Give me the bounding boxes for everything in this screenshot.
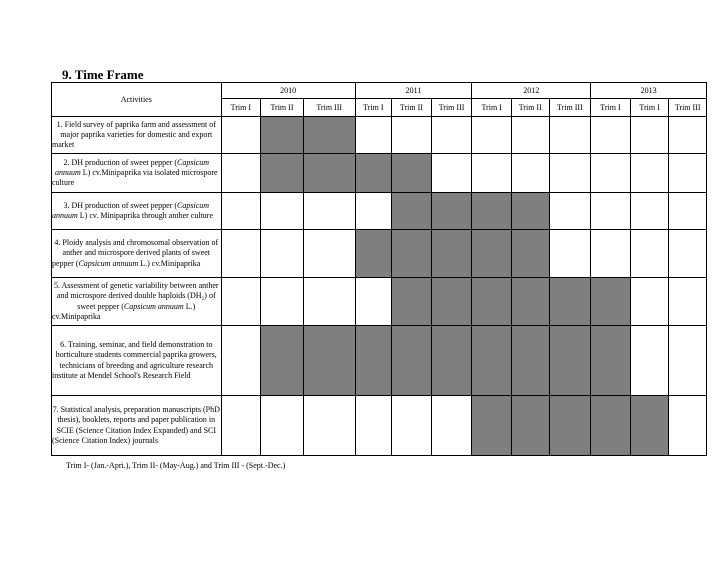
- schedule-cell-filled: [630, 396, 669, 456]
- schedule-cell-empty: [355, 193, 392, 230]
- schedule-cell-filled: [392, 193, 432, 230]
- schedule-cell-empty: [591, 154, 631, 193]
- schedule-cell-filled: [431, 230, 472, 278]
- year-header: 2011: [355, 83, 472, 99]
- schedule-cell-filled: [303, 117, 355, 154]
- schedule-cell-filled: [261, 154, 304, 193]
- schedule-cell-empty: [630, 230, 669, 278]
- schedule-cell-empty: [669, 278, 707, 326]
- schedule-cell-empty: [221, 117, 261, 154]
- activities-header: Activities: [52, 83, 222, 117]
- schedule-cell-empty: [669, 117, 707, 154]
- schedule-cell-empty: [221, 396, 261, 456]
- activity-text: 3. DH production of sweet pepper (: [63, 200, 178, 210]
- activity-row: [52, 278, 707, 326]
- schedule-cell-filled: [472, 396, 512, 456]
- schedule-cell-empty: [511, 154, 549, 193]
- schedule-cell-empty: [221, 278, 261, 326]
- trim-header: Trim I: [472, 99, 512, 117]
- schedule-cell-filled: [511, 193, 549, 230]
- schedule-cell-filled: [511, 396, 549, 456]
- schedule-cell-empty: [303, 230, 355, 278]
- activity-cell: [52, 326, 222, 396]
- schedule-cell-filled: [355, 326, 392, 396]
- schedule-cell-empty: [630, 193, 669, 230]
- activity-text-tail: L.) cv.Minipaprika: [52, 301, 196, 321]
- schedule-cell-empty: [549, 154, 591, 193]
- activity-row: [52, 154, 707, 193]
- activities-body: [52, 117, 707, 456]
- schedule-cell-filled: [591, 278, 631, 326]
- schedule-cell-filled: [355, 230, 392, 278]
- trim-header: Trim II: [261, 99, 304, 117]
- species-name: Capsicum annuum: [123, 301, 184, 311]
- activity-row: [52, 396, 707, 456]
- activity-cell: [52, 193, 222, 230]
- schedule-cell-filled: [355, 154, 392, 193]
- schedule-cell-empty: [303, 396, 355, 456]
- schedule-cell-empty: [355, 396, 392, 456]
- schedule-cell-empty: [221, 193, 261, 230]
- schedule-cell-empty: [591, 230, 631, 278]
- year-header: 2012: [472, 83, 591, 99]
- schedule-cell-filled: [511, 326, 549, 396]
- schedule-cell-filled: [261, 117, 304, 154]
- schedule-cell-empty: [511, 117, 549, 154]
- activity-text-tail: L.) cv.Minipaprika: [138, 258, 201, 268]
- schedule-cell-filled: [261, 326, 304, 396]
- activity-row: [52, 326, 707, 396]
- trim-header: Trim II: [511, 99, 549, 117]
- trim-header: Trim I: [221, 99, 261, 117]
- year-header: 2010: [221, 83, 355, 99]
- activity-text: 6. Training, seminar, and field demonstration to horticulture students commercial paprika growers, technicians of breeding and agriculture research institute at Mendel School's Research Field: [52, 340, 217, 380]
- species-name: Capsicum annuum: [54, 157, 210, 177]
- schedule-cell-filled: [392, 230, 432, 278]
- trim-header: Trim I: [355, 99, 392, 117]
- schedule-cell-empty: [303, 278, 355, 326]
- activity-cell: [52, 154, 222, 193]
- activity-text: 4. Ploidy analysis and chromosomal observation of anther and microspore derived plants of sweet pepper (: [52, 238, 219, 268]
- schedule-cell-filled: [549, 326, 591, 396]
- schedule-cell-empty: [630, 117, 669, 154]
- schedule-cell-filled: [472, 230, 512, 278]
- section-heading: 9. Time Frame: [62, 67, 144, 82]
- activity-text-tail: L) cv.Minipaprika via isolated microspore culture: [52, 167, 218, 188]
- activity-row: [52, 230, 707, 278]
- schedule-cell-empty: [669, 326, 707, 396]
- year-header: 2013: [591, 83, 707, 99]
- schedule-cell-filled: [511, 230, 549, 278]
- schedule-cell-empty: [549, 193, 591, 230]
- schedule-cell-empty: [392, 396, 432, 456]
- schedule-cell-empty: [669, 193, 707, 230]
- schedule-cell-empty: [303, 193, 355, 230]
- schedule-cell-filled: [472, 193, 512, 230]
- schedule-cell-filled: [431, 278, 472, 326]
- schedule-cell-empty: [630, 154, 669, 193]
- schedule-cell-empty: [431, 117, 472, 154]
- schedule-cell-filled: [392, 278, 432, 326]
- activity-row: [52, 193, 707, 230]
- trim-header: Trim III: [431, 99, 472, 117]
- schedule-cell-empty: [355, 278, 392, 326]
- activity-text: 1. Field survey of paprika farm and assessment of major paprika varieties for domestic and export market: [52, 119, 216, 150]
- trim-header: Trim III: [303, 99, 355, 117]
- schedule-cell-empty: [355, 117, 392, 154]
- schedule-cell-filled: [591, 396, 631, 456]
- activity-cell: [52, 117, 222, 154]
- schedule-cell-empty: [549, 230, 591, 278]
- schedule-cell-empty: [472, 117, 512, 154]
- activity-text-tail: L) cv. Minipaprika through anther culture: [77, 211, 213, 220]
- schedule-cell-filled: [549, 396, 591, 456]
- activity-cell: [52, 396, 222, 456]
- species-name: Capsicum annuum: [52, 200, 210, 220]
- schedule-cell-filled: [472, 278, 512, 326]
- schedule-cell-empty: [431, 396, 472, 456]
- schedule-cell-filled: [303, 326, 355, 396]
- activity-cell: [52, 278, 222, 326]
- year-header-row: [52, 83, 707, 99]
- schedule-cell-empty: [669, 396, 707, 456]
- schedule-cell-empty: [261, 278, 304, 326]
- schedule-cell-empty: [591, 117, 631, 154]
- schedule-cell-empty: [392, 117, 432, 154]
- schedule-cell-filled: [431, 326, 472, 396]
- trim-header: Trim I: [630, 99, 669, 117]
- activity-text: 7. Statistical analysis, preparation manuscripts (PhD thesis), booklets, reports and paper publication in SCIE (Science Citation Index Expanded) and SCI (Science Citation Index) journals: [52, 405, 220, 445]
- schedule-cell-empty: [431, 154, 472, 193]
- schedule-cell-filled: [392, 326, 432, 396]
- schedule-cell-empty: [472, 154, 512, 193]
- schedule-cell-empty: [261, 396, 304, 456]
- schedule-cell-empty: [221, 326, 261, 396]
- trim-header: Trim II: [392, 99, 432, 117]
- schedule-cell-empty: [669, 154, 707, 193]
- schedule-cell-empty: [591, 193, 631, 230]
- schedule-cell-filled: [591, 326, 631, 396]
- schedule-cell-empty: [221, 230, 261, 278]
- schedule-cell-empty: [261, 193, 304, 230]
- schedule-cell-filled: [472, 326, 512, 396]
- schedule-cell-filled: [303, 154, 355, 193]
- time-frame-table: [51, 82, 707, 456]
- schedule-cell-empty: [630, 326, 669, 396]
- activity-cell: [52, 230, 222, 278]
- trim-header: Trim III: [549, 99, 591, 117]
- trim-header: Trim III: [669, 99, 707, 117]
- activity-text: 5. Assessment of genetic variability between anther and microspore derived double haploids (DH₂) of sweet pepper (: [53, 281, 219, 311]
- schedule-cell-empty: [549, 117, 591, 154]
- schedule-cell-filled: [431, 193, 472, 230]
- species-name: Capsicum annuum: [78, 258, 139, 268]
- trim-header: Trim I: [591, 99, 631, 117]
- schedule-cell-filled: [392, 154, 432, 193]
- activity-text: 2. DH production of sweet pepper (: [63, 157, 178, 167]
- schedule-cell-filled: [549, 278, 591, 326]
- schedule-cell-filled: [511, 278, 549, 326]
- schedule-cell-empty: [630, 278, 669, 326]
- schedule-cell-empty: [221, 154, 261, 193]
- schedule-cell-empty: [669, 230, 707, 278]
- schedule-cell-empty: [261, 230, 304, 278]
- activity-row: [52, 117, 707, 154]
- trimester-footnote: Trim I- (Jan.-Apri.), Trim II- (May-Aug.) and Trim III - (Sept.-Dec.): [66, 461, 286, 470]
